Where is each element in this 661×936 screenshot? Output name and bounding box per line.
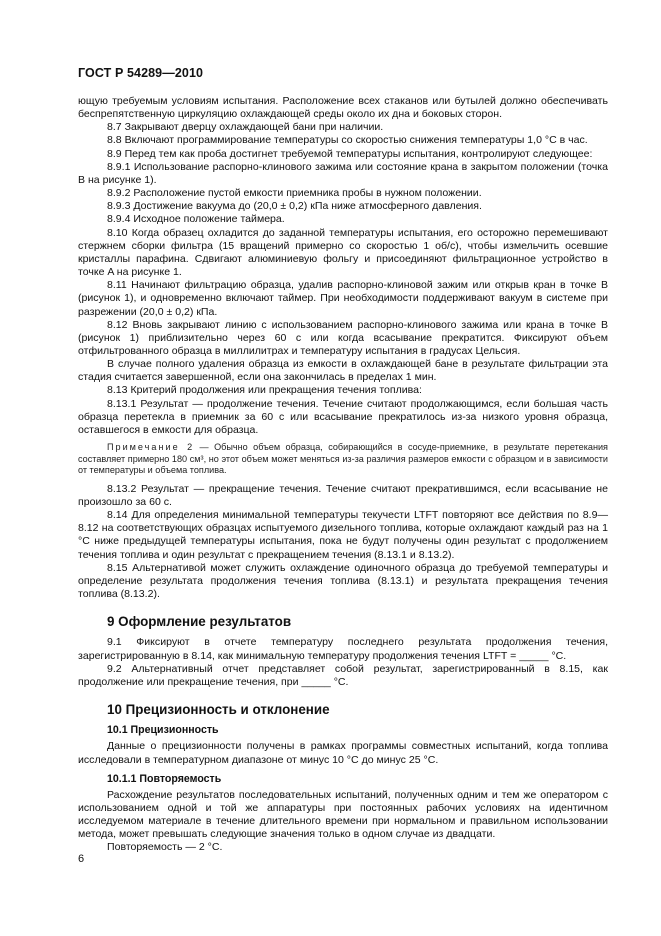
paragraph-8-10: 8.10 Когда образец охладится до заданной температуры испытания, его осторожно перемешивают стержнем сборки фильтра (15 вращений примерно со скоростью 1 об/с), чтобы измельчить осевшие кристаллы парафина. Сдвигают алюминиевую фольгу и присоединяют фильтрационное устройство в точке A на рисунке 1. <box>78 226 608 279</box>
paragraph-10-1-1: Расхождение результатов последовательных испытаний, полученных одним и тем же оператором с использованием одной и той же аппаратуры при постоянных рабочих условиях на идентичном исследуемом материале в течение длительного времени при нормальном и правильном использовании метода, может превышать следующие значения только в одном случае из двадцати. <box>78 788 608 841</box>
subsection-heading-10-1-1: 10.1.1 Повторяемость <box>107 772 222 785</box>
paragraph-9-1: 9.1 Фиксируют в отчете температуру последнего результата продолжения течения, зарегистрированную в 8.14, как минимальную температуру продолжения течения LTFT = _____ °C. <box>78 636 608 662</box>
paragraph-8-9-3: 8.9.3 Достижение вакуума до (20,0 ± 0,2) кПа ниже атмосферного давления. <box>107 200 482 213</box>
section-heading-10: 10 Прецизионность и отклонение <box>107 702 330 718</box>
paragraph-repeatability: Повторяемость — 2 °C. <box>107 841 223 854</box>
note-2 <box>78 442 608 477</box>
paragraph-8-15: 8.15 Альтернативой может служить охлаждение одиночного образца до требуемой температуры и определение результата продолжения течения топлива (8.13.1) и результата прекращения течения топлива (8.13.2). <box>78 561 608 601</box>
subsection-heading-10-1: 10.1 Прецизионность <box>107 724 219 737</box>
paragraph-8-9-2: 8.9.2 Расположение пустой емкости приемника пробы в нужном положении. <box>107 187 482 200</box>
paragraph-8-13-2: 8.13.2 Результат — прекращение течения. Течение считают прекратившимся, если всасывание не произошло за 60 с. <box>78 482 608 508</box>
note-text: — Обычно объем образца, собирающийся в сосуде-приемнике, в результате перетекания составляет примерно 180 см³, но этот объем может меняться из-за различия размеров емкости с образцом и в зависимости от температуры и объема топлива. <box>78 442 608 476</box>
paragraph-9-2: 9.2 Альтернативный отчет представляет собой результат, зарегистрированный в 8.15, как продолжение или прекращение течения, при _____ °C. <box>78 662 608 688</box>
paragraph-8-12: 8.12 Вновь закрывают линию с использованием распорно-клинового зажима или крана в точке B (рисунок 1) приблизительно через 60 с или когда всасывание прекратится. Фиксируют объем отфильтрованного образца в миллилитрах и температуру испытания в градусах Цельсия. <box>78 318 608 357</box>
section-heading-9: 9 Оформление результатов <box>107 614 292 630</box>
paragraph-8-9-4: 8.9.4 Исходное положение таймера. <box>107 213 285 226</box>
paragraph-10-1: Данные о прецизионности получены в рамках программы совместных испытаний, когда топлива исследовали в температурном диапазоне от минус 10 °C до минус 25 °C. <box>78 740 608 766</box>
paragraph-8-13: 8.13 Критерий продолжения или прекращения течения топлива: <box>107 384 422 397</box>
paragraph-8-9: 8.9 Перед тем как проба достигнет требуемой температуры испытания, контролируют следующее: <box>107 147 593 160</box>
paragraph-8-8: 8.8 Включают программирование температуры со скоростью снижения температуры 1,0 °C в час. <box>107 134 588 147</box>
document-body <box>78 95 608 855</box>
paragraph-8-11: 8.11 Начинают фильтрацию образца, удалив распорно-клиновой зажим или открыв кран в точке B (рисунок 1), и одновременно включают таймер. При необходимости поддерживают вакуум в системе при разрежении (20,0 ± 0,2) кПа. <box>78 279 608 318</box>
paragraph-continuation: ющую требуемым условиям испытания. Расположение всех стаканов или бутылей должно обеспечивать беспрепятственную циркуляцию охлаждающей среды около их дна и боковых сторон. <box>78 95 608 121</box>
paragraph-8-9-1: 8.9.1 Использование распорно-клинового зажима или состояние крана в закрытом положении (точка B на рисунке 1). <box>78 160 608 186</box>
paragraph-8-13-1: 8.13.1 Результат — продолжение течения. Течение считают продолжающимся, если большая часть образца перетекла в приемник за 60 с или всасывание прекратилось из-за низкого уровня образца, оставшегося в емкости для образца. <box>78 397 608 436</box>
paragraph-8-12-note: В случае полного удаления образца из емкости в охлаждающей бане в результате фильтрации эта стадия считается завершенной, если она закончилась в пределах 1 мин. <box>78 358 608 384</box>
paragraph-8-7: 8.7 Закрывают дверцу охлаждающей бани при наличии. <box>107 121 384 134</box>
document-header: ГОСТ Р 54289—2010 <box>78 66 204 80</box>
paragraph-8-14: 8.14 Для определения минимальной температуры текучести LTFT повторяют все действия по 8.9—8.12 на соответствующих образцах испытуемого дизельного топлива, которые охлаждают каждый раз на 1 °C ниже предыдущей температуры испытания, пока не будут получены один результат с продолжением течения топлива и один результат с прекращением течения (8.13.1 и 8.13.2). <box>78 509 608 561</box>
page-number: 6 <box>78 853 85 865</box>
note-label: Примечание 2 <box>107 442 195 453</box>
